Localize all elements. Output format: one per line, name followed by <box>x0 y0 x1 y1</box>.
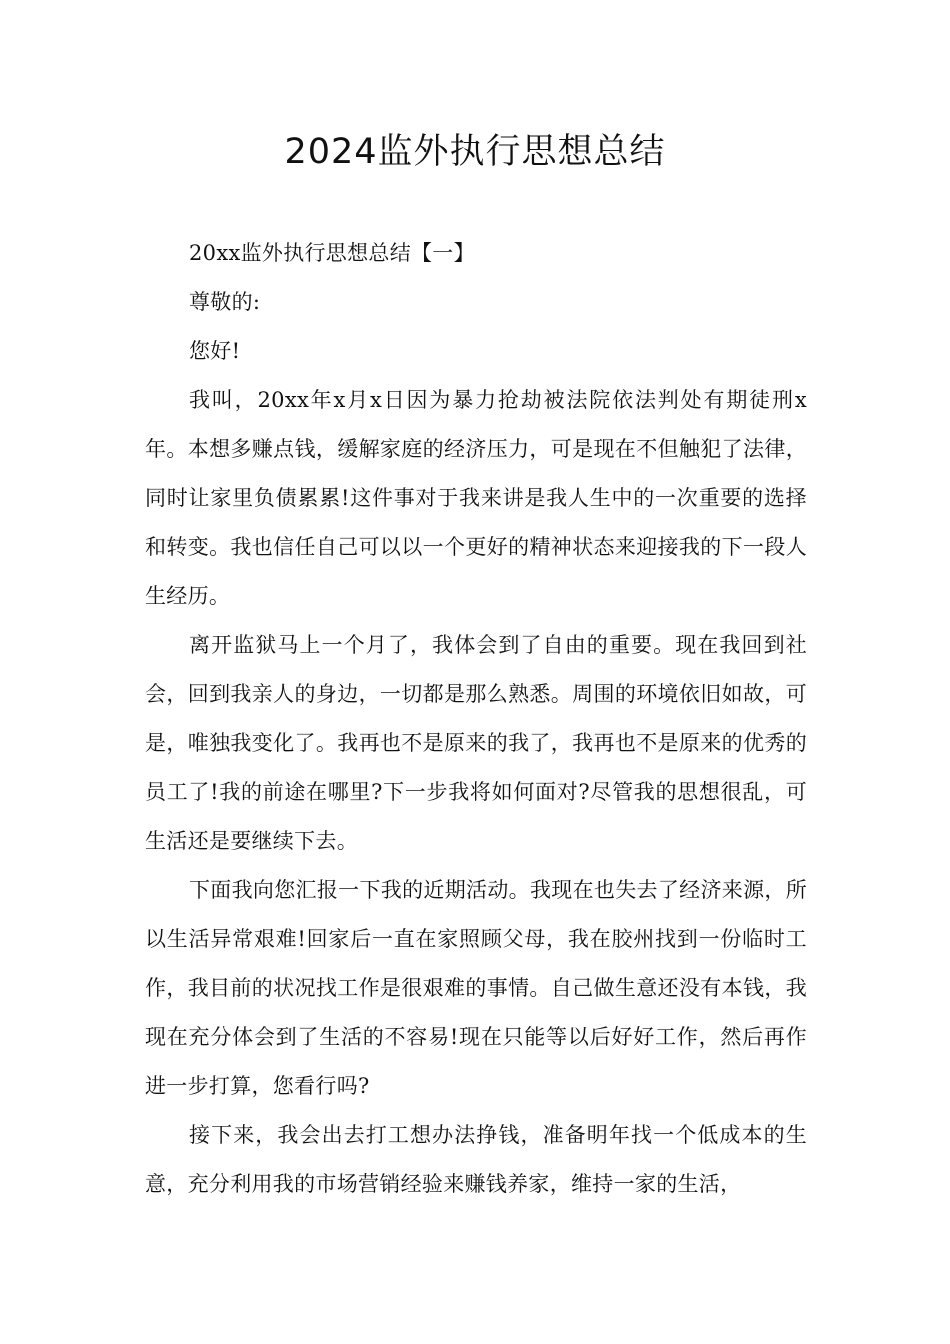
paragraph-body: 离开监狱马上一个月了，我体会到了自由的重要。现在我回到社会，回到我亲人的身边，一切都是那么熟悉。周围的环境依旧如故，可是，唯独我变化了。我再也不是原来的我了，我再也不是原来的优秀的员工了!我的前途在哪里?下一步我将如何面对?尽管我的思想很乱，可生活还是要继续下去。 <box>145 633 807 853</box>
paragraph-salutation: 尊敬的: <box>189 290 261 314</box>
paragraph-greeting: 您好! <box>189 339 241 363</box>
paragraph-body: 我叫，20xx年x月x日因为暴力抢劫被法院依法判处有期徒刑x年。本想多赚点钱，缓解家庭的经济压力，可是现在不但触犯了法律，同时让家里负债累累!这件事对于我来讲是我人生中的一次重要的选择和转变。我也信任自己可以以一个更好的精神状态来迎接我的下一段人生经历。 <box>145 388 807 608</box>
paragraph-heading: 20xx监外执行思想总结【一】 <box>189 241 475 265</box>
document-body <box>145 229 807 1209</box>
paragraph-body: 下面我向您汇报一下我的近期活动。我现在也失去了经济来源，所以生活异常艰难!回家后一直在家照顾父母，我在胶州找到一份临时工作，我目前的状况找工作是很艰难的事情。自己做生意还没有本钱，我现在充分体会到了生活的不容易!现在只能等以后好好工作，然后再作进一步打算，您看行吗? <box>145 878 807 1098</box>
paragraph-body: 接下来，我会出去打工想办法挣钱，准备明年找一个低成本的生意，充分利用我的市场营销经验来赚钱养家，维持一家的生活， <box>145 1123 807 1196</box>
document-title: 2024监外执行思想总结 <box>284 132 666 172</box>
